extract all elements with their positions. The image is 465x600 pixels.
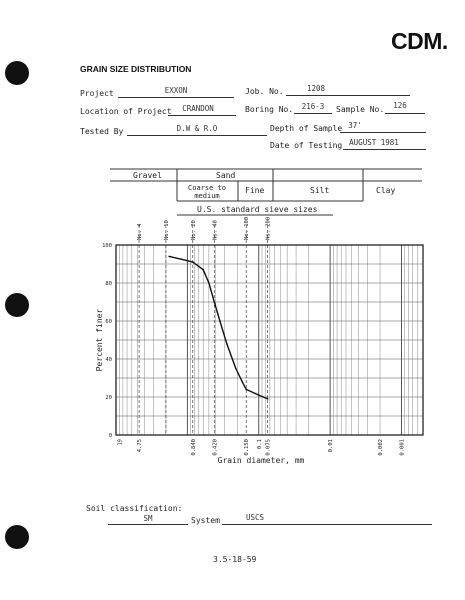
gradation-curve xyxy=(169,256,268,399)
sieve-label: No. 40 xyxy=(212,220,219,240)
x-tick-label: 0.002 xyxy=(378,439,385,456)
system-label: System xyxy=(191,516,220,525)
sample-no-label: Sample No. xyxy=(336,105,385,114)
job-no-label: Job. No. xyxy=(245,87,284,96)
tested-by-value: D.W & R.O xyxy=(176,124,218,133)
data-point xyxy=(202,269,204,271)
x-tick-label: 0.1 xyxy=(256,439,263,449)
data-point xyxy=(219,320,221,322)
clay-header: Clay xyxy=(376,186,396,195)
sieve-labels xyxy=(137,217,272,240)
sand-header: Sand xyxy=(216,171,236,180)
boring-no-value: 216-3 xyxy=(301,102,325,111)
x-tick-label: 0.01 xyxy=(328,439,335,453)
y-tick-label: 0 xyxy=(108,433,112,439)
y-tick-label: 100 xyxy=(102,243,112,249)
data-point xyxy=(192,261,194,263)
x-tick-label: 0.420 xyxy=(212,439,219,456)
sieve-label: No. 200 xyxy=(265,216,272,240)
cdm-logo: CDM. xyxy=(391,28,448,54)
data-point xyxy=(245,389,247,391)
data-point xyxy=(258,394,260,396)
sieve-label: No. 100 xyxy=(244,216,251,240)
page-number: 3.5-18-59 xyxy=(213,555,257,564)
x-axis-ticks xyxy=(117,439,405,456)
system-underline xyxy=(222,524,432,525)
data-point xyxy=(267,398,269,400)
tested-by-label: Tested By xyxy=(80,127,124,136)
soil-value: SM xyxy=(143,514,153,523)
y-tick-label: 60 xyxy=(105,319,112,325)
project-value: EXXON xyxy=(164,86,188,95)
sieve-label: No. 4 xyxy=(137,223,144,240)
soil-underline xyxy=(108,524,188,525)
sieve-label: No. 20 xyxy=(190,220,197,240)
sieve-sizes-header: U.S. standard sieve sizes xyxy=(197,205,318,214)
data-point xyxy=(181,258,183,260)
depth-value: 37' xyxy=(348,121,362,130)
gravel-header: Gravel xyxy=(133,171,162,180)
soil-classification-label: Soil classification: xyxy=(86,504,183,513)
x-tick-label: 19 xyxy=(117,439,124,446)
location-label: Location of Project xyxy=(80,107,172,116)
x-tick-label: 4.75 xyxy=(137,439,144,453)
data-point xyxy=(235,368,237,370)
depth-label: Depth of Sample xyxy=(270,124,343,133)
date-value: AUGUST 1981 xyxy=(349,138,399,147)
location-value: CRANDON xyxy=(182,104,214,113)
data-point xyxy=(242,381,244,383)
x-tick-label: 0.150 xyxy=(244,439,251,456)
x-tick-label: 0.840 xyxy=(190,439,197,456)
job-no-value: 1208 xyxy=(306,84,326,93)
x-tick-label: 0.001 xyxy=(399,439,406,456)
fine-header: Fine xyxy=(245,186,265,195)
data-point xyxy=(213,301,215,303)
y-axis-label: Percent finer xyxy=(95,308,104,372)
sample-no-value: 126 xyxy=(393,101,407,110)
y-tick-label: 80 xyxy=(105,281,112,287)
y-tick-label: 40 xyxy=(105,357,112,363)
system-value: USCS xyxy=(245,513,265,522)
page-title: GRAIN SIZE DISTRIBUTION xyxy=(80,64,192,74)
y-tick-label: 20 xyxy=(105,395,112,401)
data-point xyxy=(226,343,228,345)
project-label: Project xyxy=(80,89,114,98)
x-tick-label: 0.075 xyxy=(265,439,272,456)
boring-no-label: Boring No. xyxy=(245,105,294,114)
silt-header: Silt xyxy=(310,186,330,195)
data-point xyxy=(208,282,210,284)
data-point xyxy=(168,256,170,258)
sieve-label: No. 10 xyxy=(163,220,170,240)
x-axis-label: Grain diameter, mm xyxy=(217,456,305,465)
coarse-medium-header: Coarse to medium xyxy=(188,184,226,200)
date-label: Date of Testing xyxy=(270,141,343,150)
chart-grid xyxy=(116,225,423,435)
